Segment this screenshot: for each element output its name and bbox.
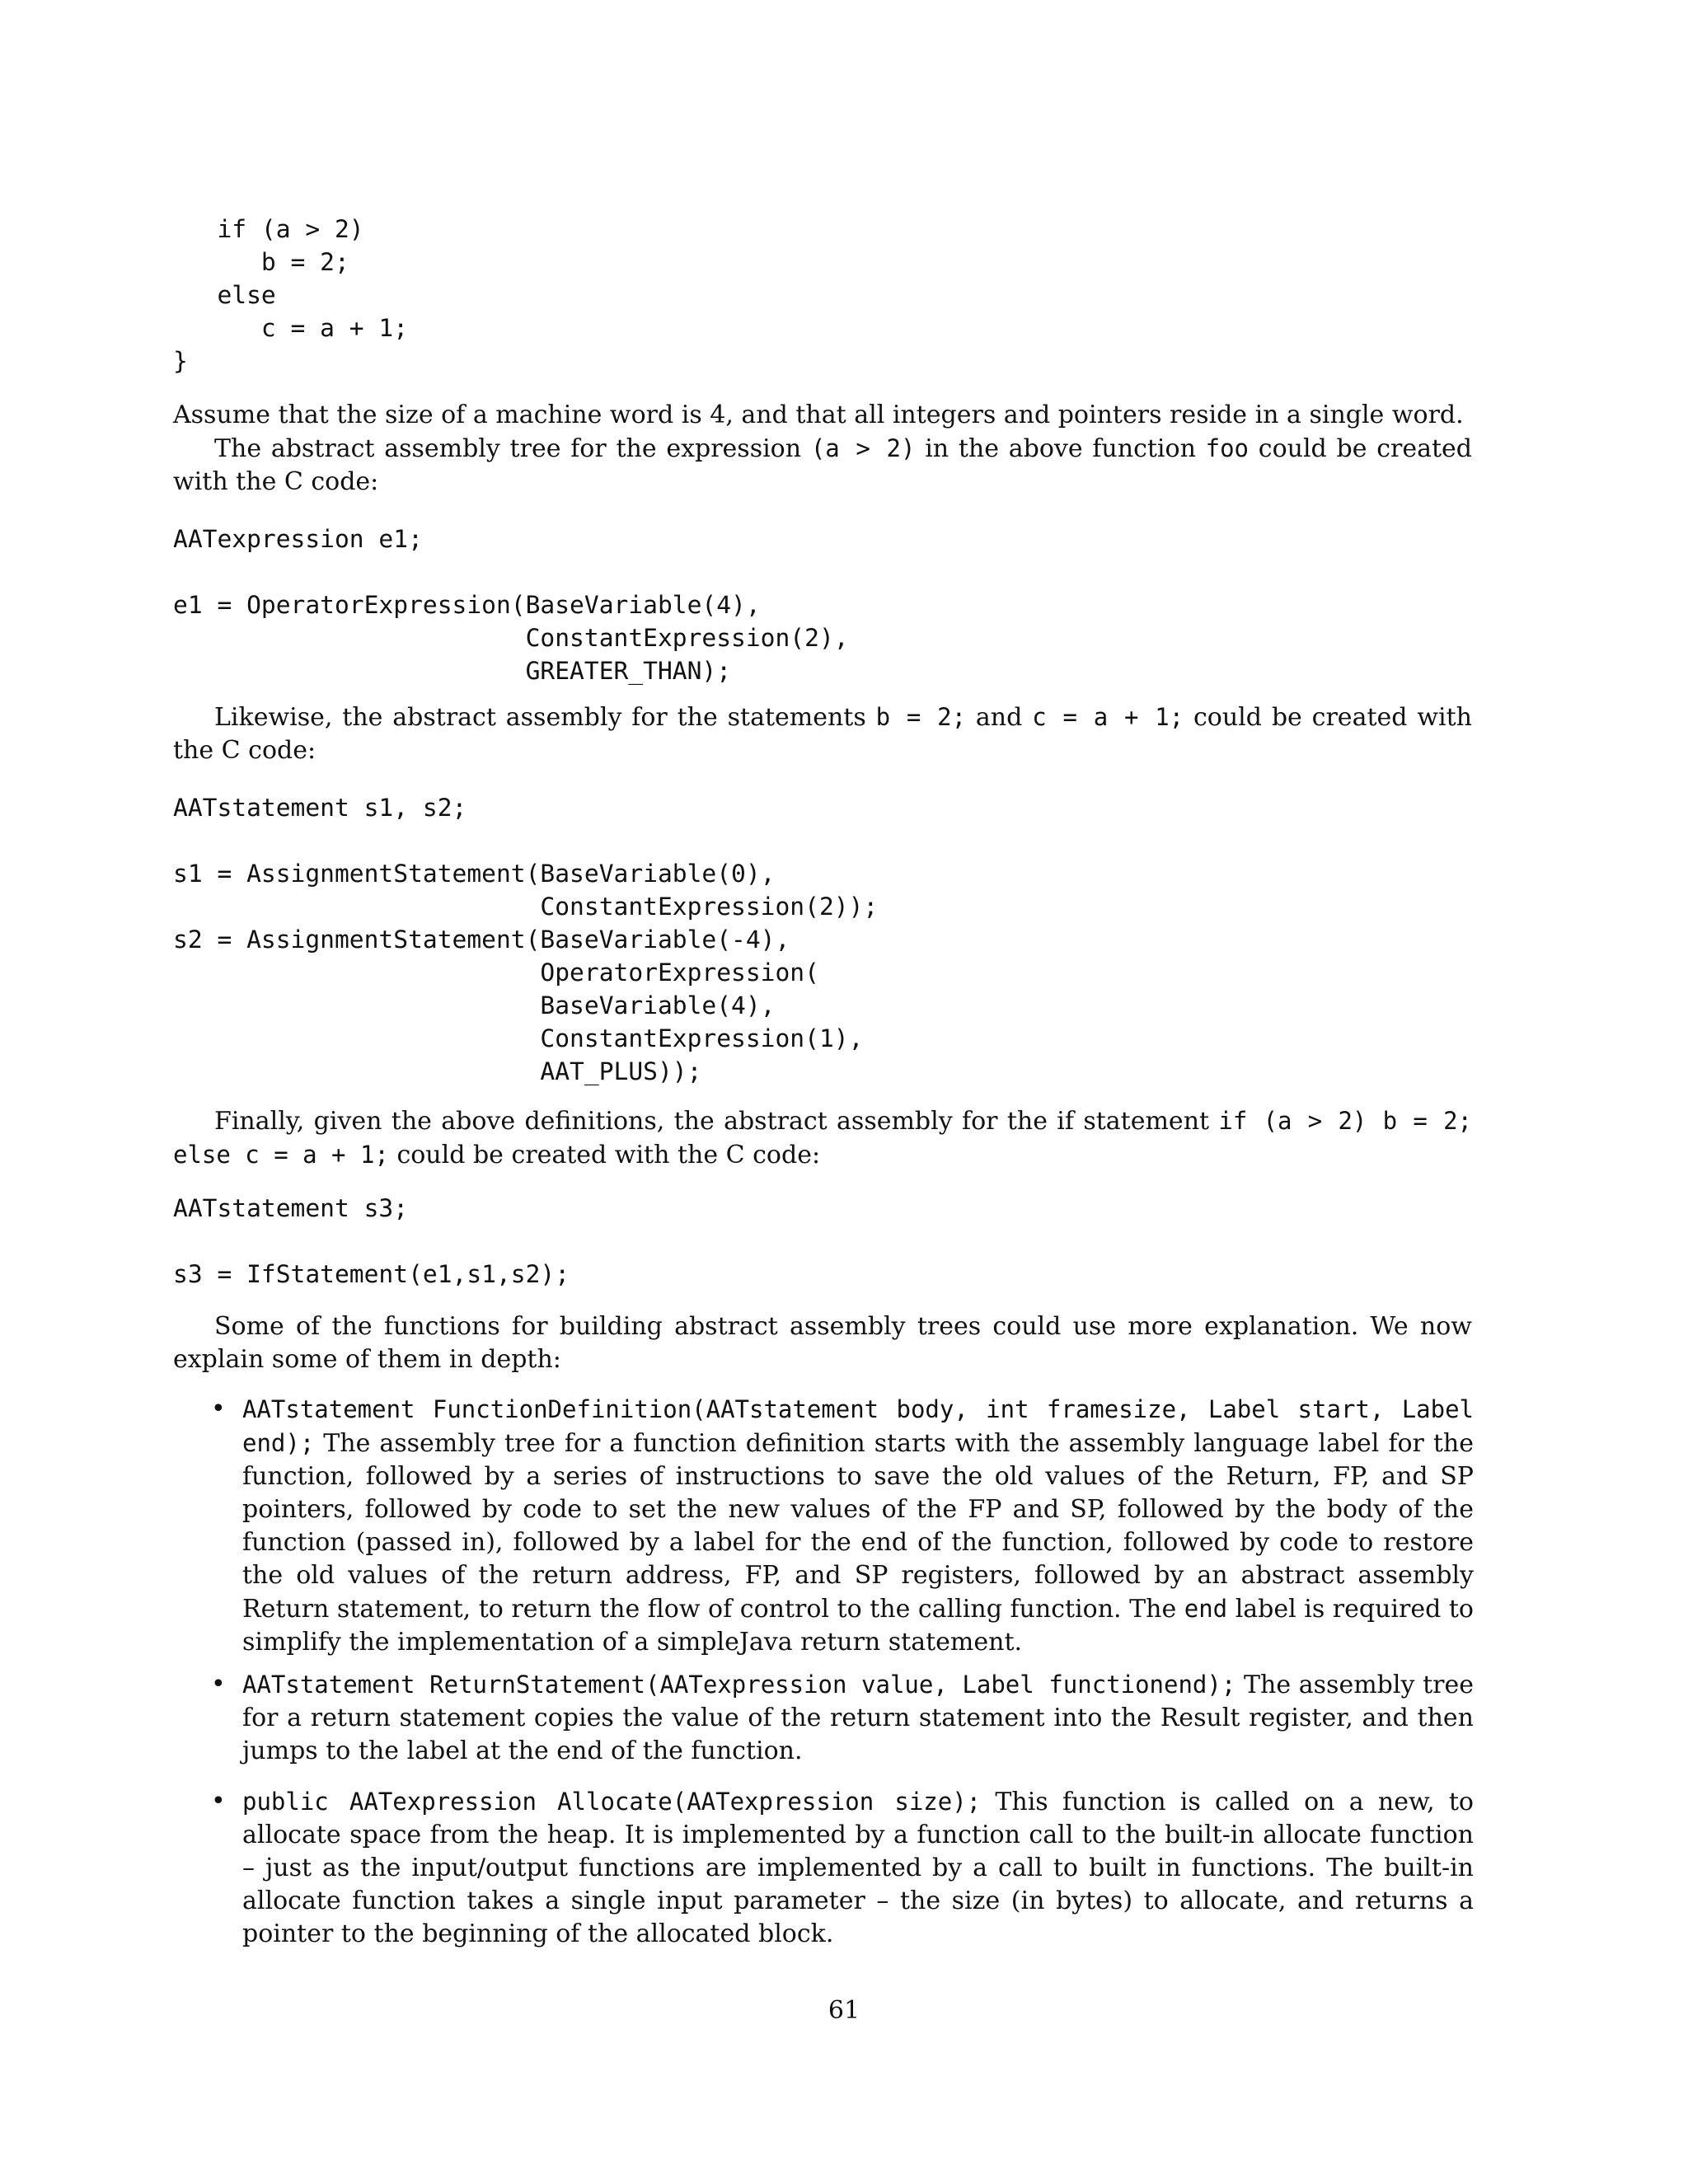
code-line: AATexpression e1; [173,525,423,553]
code-line: else [173,281,276,309]
code-line: s1 = AssignmentStatement(BaseVariable(0), [173,860,776,888]
function-signature: public AATexpression Allocate(AATexpression size); [242,1788,982,1816]
inline-code: if (a > 2) b = 2; else c = a + 1; [173,1107,1472,1169]
code-line: } [173,347,188,375]
bullet-icon: • [211,1787,226,1816]
function-signature: AATstatement ReturnStatement(AATexpression value, Label functionend); [242,1671,1236,1699]
code-line: AAT_PLUS)); [173,1057,702,1085]
code-line: ConstantExpression(1), [173,1024,864,1052]
code-line: b = 2; [173,248,349,276]
code-line: if (a > 2) [173,215,364,243]
paragraph-expression-intro: The abstract assembly tree for the expression (a > 2) in the above function foo could be created with the C code: [173,434,1472,496]
inline-code: end [1184,1595,1228,1623]
inline-code: foo [1205,434,1250,462]
bullet-icon: • [211,1394,226,1423]
page-number: 61 [828,1996,860,2025]
list-item: • AATstatement ReturnStatement(AATexpression value, Label functionend); The assembly tree for a return statement copies the value of the return statement into the Result register, and then jumps to the label at the end of the function. [211,1670,1474,1765]
inline-code: b = 2; [875,703,967,731]
code-block-s1-s2 [173,791,878,1088]
paragraph-functions-explanation: Some of the functions for building abstract assembly trees could use more explanation. We now explain some of them in depth: [173,1312,1472,1374]
function-signature: AATstatement FunctionDefinition(AATstatement body, int framesize, Label start, Label end); [242,1395,1474,1457]
paragraph-if-statement-intro: Finally, given the above definitions, the abstract assembly for the if statement if (a > 2) b = 2; else c = a + 1; could be created with the C code: [173,1107,1472,1169]
code-line: AATstatement s3; [173,1194,409,1222]
code-line: OperatorExpression( [173,958,819,987]
code-line: c = a + 1; [173,314,409,342]
code-line: s3 = IfStatement(e1,s1,s2); [173,1260,570,1288]
code-line: AATstatement s1, s2; [173,794,467,822]
code-line: ConstantExpression(2)); [173,893,879,921]
paragraph-word-size: Assume that the size of a machine word is 4, and that all integers and pointers reside in a single word. [173,401,1464,429]
code-block-s3 [173,1192,570,1291]
code-line: GREATER_THAN); [173,657,732,685]
list-item: • public AATexpression Allocate(AATexpression size); This function is called on a new, to allocate space from the heap. It is implemented by a function call to the built-in allocate function – just as the input/output functions are implemented by a call to built in functions. The built-in allocate function takes a single input parameter – the size (in bytes) to allocate, and returns a pointer to the beginning of the allocated block. [211,1787,1474,1948]
inline-code: c = a + 1; [1032,703,1184,731]
list-item: • AATstatement FunctionDefinition(AATstatement body, int framesize, Label start, Label end); The assembly tree for a function definition starts with the assembly language label for the function, followed by a series of instructions to save the old values of the Return, FP, and SP pointers, followed by code to set the new values of the FP and SP, followed by the body of the function (passed in), followed by a label for the end of the function, followed by code to restore the old values of the return address, FP, and SP registers, followed by an abstract assembly Return statement, to return the flow of control to the calling function. The end label is required to simplify the implementation of a simpleJava return statement. [211,1394,1474,1657]
code-line: BaseVariable(4), [173,991,776,1019]
code-block-e1 [173,523,849,687]
code-line: s2 = AssignmentStatement(BaseVariable(-4), [173,926,790,954]
code-line: e1 = OperatorExpression(BaseVariable(4), [173,591,761,619]
inline-code: (a > 2) [810,434,916,462]
code-line: ConstantExpression(2), [173,624,849,652]
paragraph-statements-intro: Likewise, the abstract assembly for the statements b = 2; and c = a + 1; could be created with the C code: [173,703,1472,765]
code-block-if-else [173,213,408,377]
bullet-icon: • [211,1670,226,1699]
